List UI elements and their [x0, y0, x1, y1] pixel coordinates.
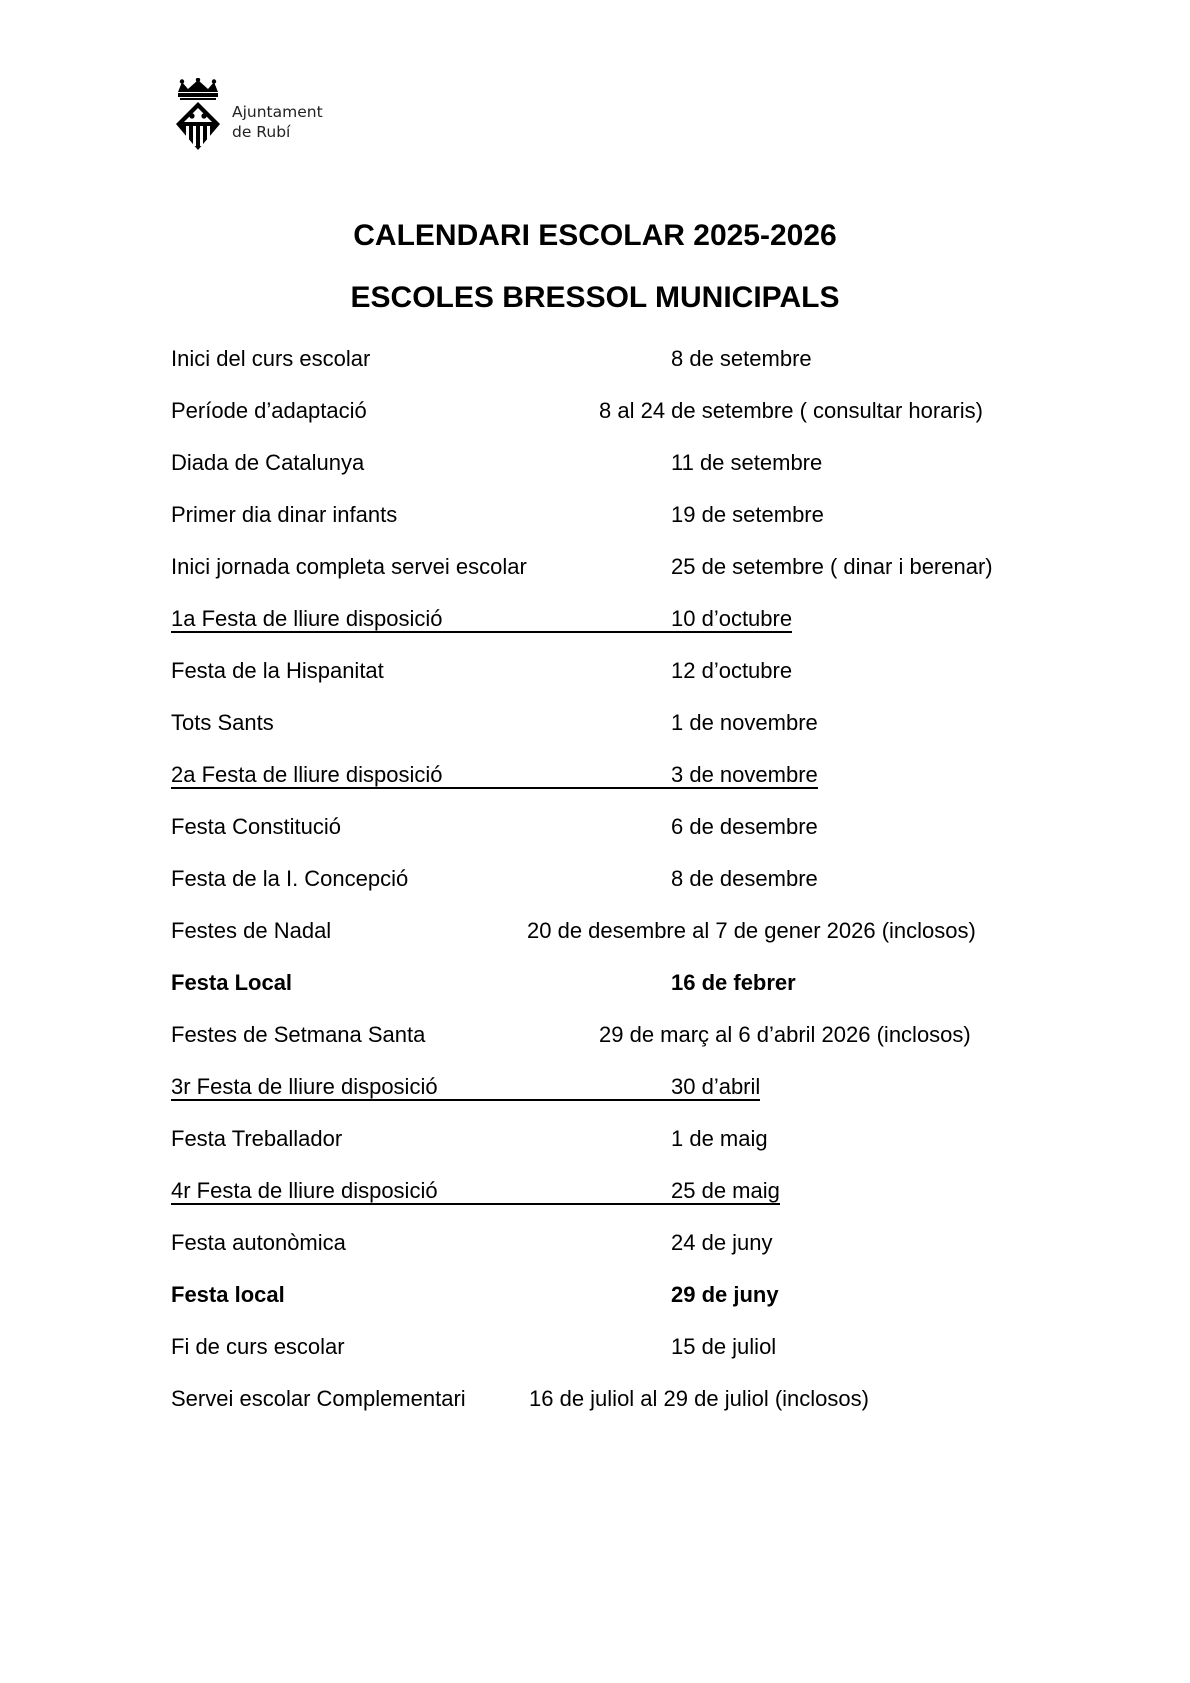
event-label: Festes de Nadal: [171, 918, 332, 943]
event-date: 24 de juny: [671, 1230, 773, 1255]
event-label: 3r Festa de lliure disposició: [171, 1074, 438, 1099]
event-date: 3 de novembre: [671, 762, 818, 787]
event-label: Festa Treballador: [171, 1126, 343, 1151]
event-label: 4r Festa de lliure disposició: [171, 1178, 438, 1203]
event-label: Diada de Catalunya: [171, 450, 365, 475]
event-label: Inici jornada completa servei escolar: [171, 554, 527, 579]
page-subtitle: ESCOLES BRESSOL MUNICIPALS: [350, 281, 840, 314]
event-label: Inici del curs escolar: [171, 346, 371, 371]
event-label: Festa Constitució: [171, 814, 341, 839]
underline-rule: [171, 1203, 780, 1205]
event-label: Festa de la Hispanitat: [171, 658, 384, 683]
calendar-row: [171, 1124, 1071, 1176]
calendar-row: [171, 1176, 1071, 1228]
event-label: Fi de curs escolar: [171, 1334, 345, 1359]
calendar-row: [171, 1072, 1071, 1124]
event-date: 8 de desembre: [671, 866, 818, 891]
calendar-row: [171, 500, 1071, 552]
event-label: 2a Festa de lliure disposició: [171, 762, 443, 787]
calendar-list: [171, 344, 1071, 1436]
calendar-row: [171, 344, 1071, 396]
underline-rule: [171, 787, 818, 789]
event-date: 8 al 24 de setembre ( consultar horaris): [599, 398, 983, 423]
underline-rule: [171, 631, 792, 633]
event-date: 29 de juny: [671, 1282, 779, 1307]
event-label: 1a Festa de lliure disposició: [171, 606, 443, 631]
event-date: 19 de setembre: [671, 502, 824, 527]
logo-line-2: de Rubí: [232, 123, 291, 141]
logo-line-1: Ajuntament: [232, 103, 323, 121]
event-label: Tots Sants: [171, 710, 274, 735]
calendar-row: [171, 1020, 1071, 1072]
event-date: 20 de desembre al 7 de gener 2026 (inclosos): [527, 918, 976, 943]
event-label: Festes de Setmana Santa: [171, 1022, 426, 1047]
logo-wordmark: [232, 102, 323, 142]
calendar-row: [171, 1332, 1071, 1384]
event-label: Festa local: [171, 1282, 285, 1307]
event-date: 15 de juliol: [671, 1334, 777, 1359]
event-label: Servei escolar Complementari: [171, 1386, 466, 1411]
calendar-row: [171, 812, 1071, 864]
event-label: Festa Local: [171, 970, 293, 995]
event-date: 6 de desembre: [671, 814, 818, 839]
event-date: 29 de març al 6 d’abril 2026 (inclosos): [599, 1022, 971, 1047]
event-date: 30 d’abril: [671, 1074, 761, 1099]
calendar-row: [171, 708, 1071, 760]
event-date: 16 de juliol al 29 de juliol (inclosos): [529, 1386, 869, 1411]
event-date: 12 d’octubre: [671, 658, 793, 683]
event-date: 25 de maig: [671, 1178, 780, 1203]
crowned-shield-crest-icon: [172, 78, 224, 152]
calendar-row: [171, 448, 1071, 500]
event-date: 16 de febrer: [671, 970, 796, 995]
calendar-row: [171, 396, 1071, 448]
calendar-row: [171, 656, 1071, 708]
calendar-row: [171, 916, 1071, 968]
event-date: 25 de setembre ( dinar i berenar): [671, 554, 993, 579]
calendar-row: [171, 1384, 1071, 1436]
calendar-row: [171, 604, 1071, 656]
event-date: 8 de setembre: [671, 346, 812, 371]
page-title: CALENDARI ESCOLAR 2025-2026: [353, 219, 837, 252]
calendar-row: [171, 760, 1071, 812]
calendar-row: [171, 968, 1071, 1020]
event-date: 1 de novembre: [671, 710, 818, 735]
event-label: Primer dia dinar infants: [171, 502, 398, 527]
event-label: Període d’adaptació: [171, 398, 367, 423]
event-date: 1 de maig: [671, 1126, 768, 1151]
event-label: Festa autonòmica: [171, 1230, 346, 1255]
underline-rule: [171, 1099, 760, 1101]
calendar-row: [171, 552, 1071, 604]
event-label: Festa de la I. Concepció: [171, 866, 409, 891]
calendar-row: [171, 864, 1071, 916]
event-date: 10 d’octubre: [671, 606, 793, 631]
event-date: 11 de setembre: [671, 450, 823, 475]
municipality-logo: [172, 78, 352, 158]
calendar-row: [171, 1280, 1071, 1332]
calendar-row: [171, 1228, 1071, 1280]
